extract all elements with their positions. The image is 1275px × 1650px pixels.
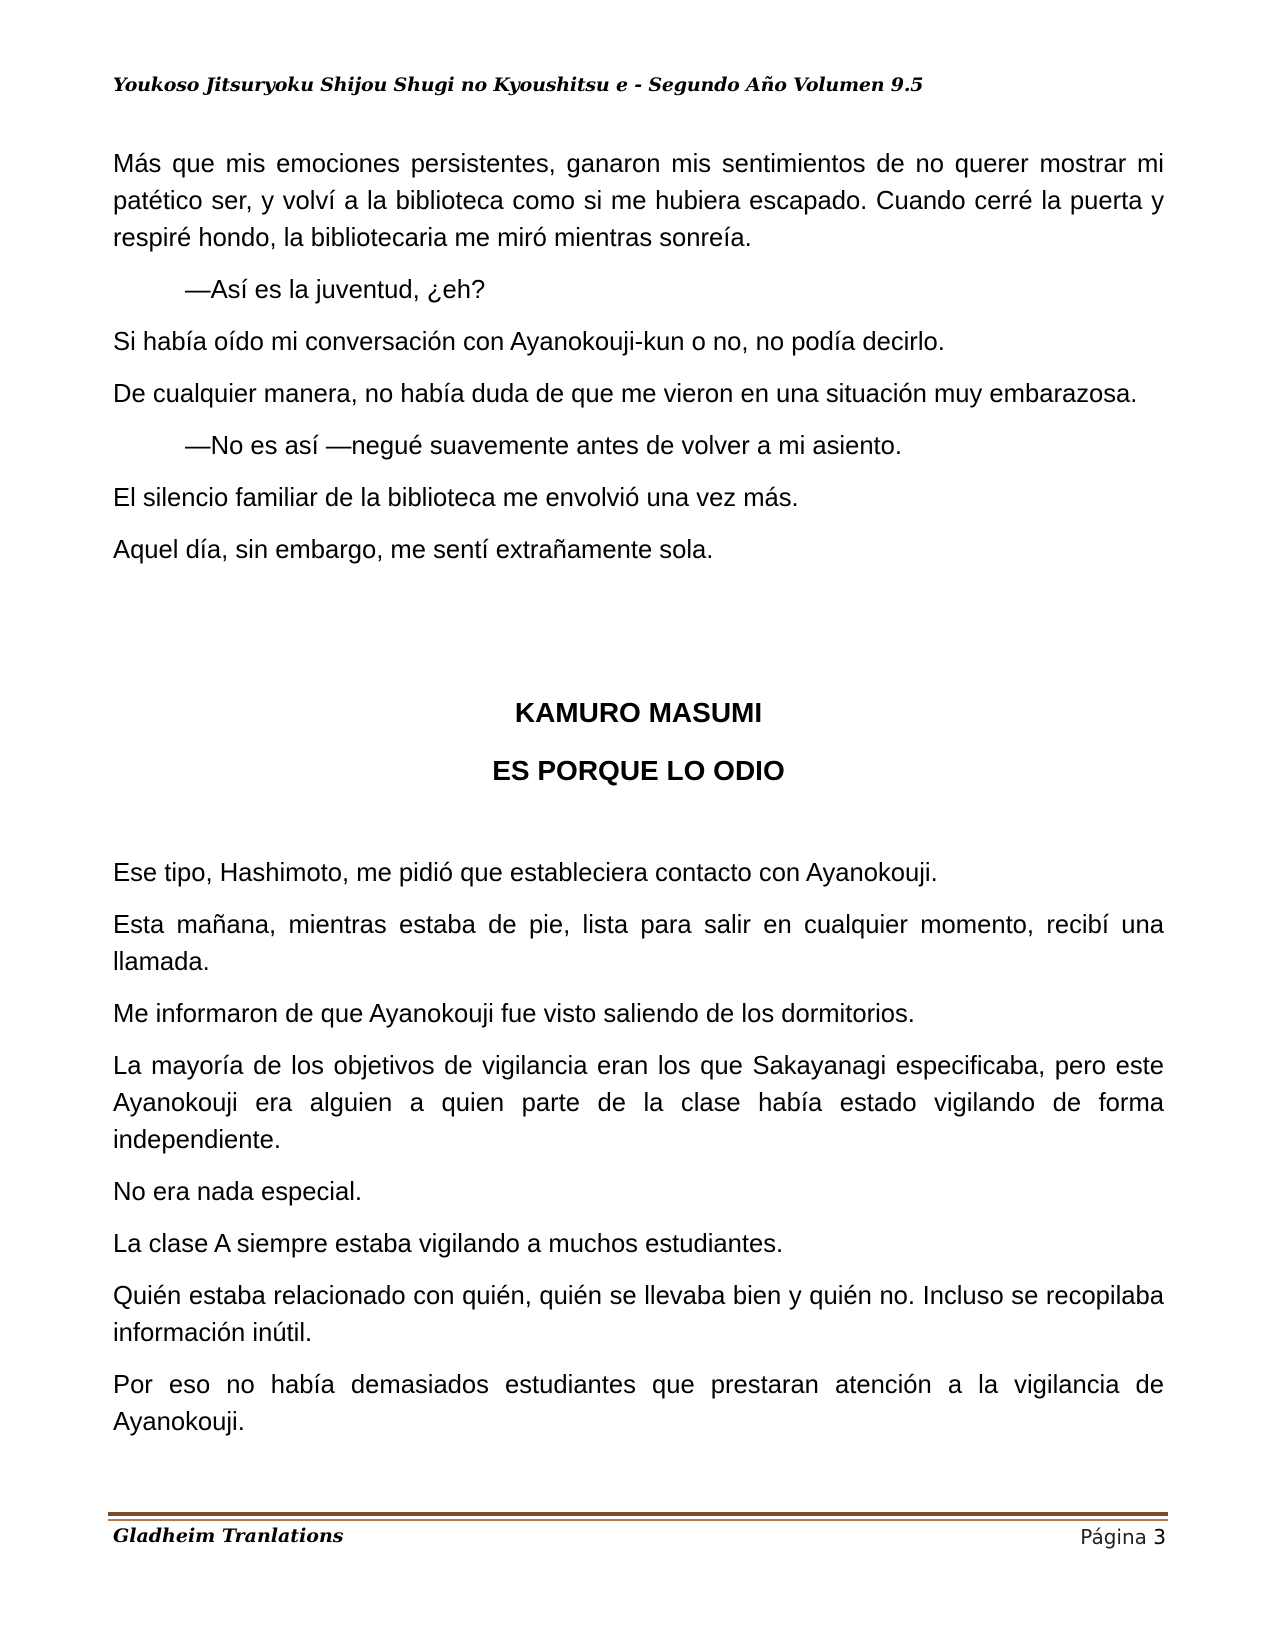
paragraph: Me informaron de que Ayanokouji fue visto saliendo de los dormitorios. [113, 1000, 915, 1028]
paragraph: La mayoría de los objetivos de vigilancia eran los que Sakayanagi especificaba, pero este Ayanokouji era alguien a quien parte de la clase había estado vigilando de forma independiente. [113, 1052, 1164, 1154]
page-number [1080, 1525, 1166, 1549]
paragraph: El silencio familiar de la biblioteca me envolvió una vez más. [113, 484, 799, 512]
dialogue-paragraph: —Así es la juventud, ¿eh? [185, 276, 486, 304]
paragraph: La clase A siempre estaba vigilando a muchos estudiantes. [113, 1230, 784, 1258]
section-spacer [113, 584, 1164, 684]
paragraph: Esta mañana, mientras estaba de pie, lista para salir en cualquier momento, recibí una llamada. [113, 911, 1164, 976]
paragraph: Si había oído mi conversación con Ayanokouji-kun o no, no podía decirlo. [113, 328, 945, 356]
paragraph: Por eso no había demasiados estudiantes que prestaran atención a la vigilancia de Ayanokouji. [113, 1371, 1164, 1436]
section-spacer [113, 800, 1164, 855]
footer-rule [108, 1512, 1168, 1516]
paragraph: No era nada especial. [113, 1178, 362, 1206]
chapter-title: KAMURO MASUMI [514, 697, 763, 728]
footer-credit: Gladheim Tranlations [113, 1525, 344, 1547]
running-header: Youkoso Jitsuryoku Shijou Shugi no Kyoushitsu e - Segundo Año Volumen 9.5 [113, 74, 924, 96]
paragraph: Quién estaba relacionado con quién, quién se llevaba bien y quién no. Incluso se recopilaba información inútil. [113, 1282, 1164, 1347]
page-number-value: 3 [1153, 1525, 1166, 1549]
paragraph: Más que mis emociones persistentes, ganaron mis sentimientos de no querer mostrar mi patético ser, y volví a la biblioteca como si me hubiera escapado. Cuando cerré la puerta y respiré hondo, la bibliotecaria me miró mientras sonreía. [113, 150, 1164, 252]
dialogue-paragraph: —No es así —negué suavemente antes de volver a mi asiento. [185, 432, 903, 460]
paragraph: Aquel día, sin embargo, me sentí extrañamente sola. [113, 536, 714, 564]
paragraph: Ese tipo, Hashimoto, me pidió que estableciera contacto con Ayanokouji. [113, 859, 938, 887]
paragraph: De cualquier manera, no había duda de que me vieron en una situación muy embarazosa. [113, 380, 1138, 408]
page-body [113, 146, 1164, 1456]
footer-rule-secondary [108, 1519, 1168, 1521]
page-label: Página [1080, 1525, 1147, 1549]
chapter-subtitle: ES PORQUE LO ODIO [492, 755, 785, 786]
